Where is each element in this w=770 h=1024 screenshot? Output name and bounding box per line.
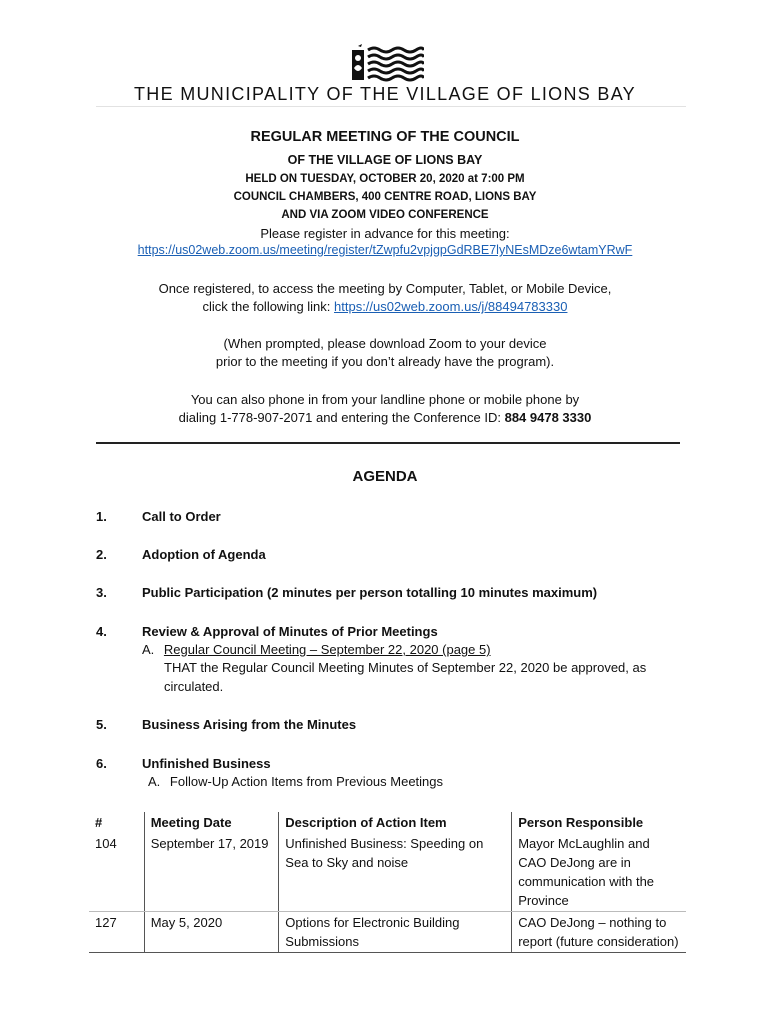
agenda-item-number: 5. <box>96 717 107 732</box>
access-line-2-prefix: click the following link: <box>202 299 335 314</box>
meeting-subtitle: OF THE VILLAGE OF LIONS BAY <box>287 153 483 167</box>
sub-item-letter: A. <box>142 642 155 657</box>
letterhead-rule <box>96 106 686 107</box>
meeting-link[interactable]: https://us02web.zoom.us/j/88494783330 <box>334 299 568 314</box>
municipality-name: THE MUNICIPALITY OF THE VILLAGE OF LIONS BAY <box>134 84 636 104</box>
meeting-date: HELD ON TUESDAY, OCTOBER 20, 2020 at 7:00 PM <box>245 173 525 185</box>
follow-up-sub-item <box>148 774 443 789</box>
agenda-item-text: Business Arising from the Minutes <box>142 717 357 732</box>
phone-line-2 <box>0 410 770 425</box>
section-divider <box>96 442 680 444</box>
agenda-item-text: Unfinished Business <box>142 756 271 771</box>
column-header: # <box>95 815 103 830</box>
access-line-2 <box>0 299 770 314</box>
sub-item-letter: A. <box>148 774 161 789</box>
motion-line-1: THAT the Regular Council Meeting Minutes of September 22, 2020 be approved, as <box>164 660 647 675</box>
action-number: 104 <box>89 833 144 912</box>
agenda-item-number: 6. <box>96 756 107 771</box>
prompt-line-1: (When prompted, please download Zoom to your device <box>223 336 547 351</box>
phone-line-1: You can also phone in from your landline phone or mobile phone by <box>190 392 580 407</box>
action-description: Options for Electronic Building Submissions <box>279 912 512 953</box>
agenda-item-number: 4. <box>96 624 107 639</box>
meeting-via: AND VIA ZOOM VIDEO CONFERENCE <box>281 209 489 221</box>
meeting-location: COUNCIL CHAMBERS, 400 CENTRE ROAD, LIONS BAY <box>233 191 537 203</box>
agenda-item-number: 1. <box>96 509 107 524</box>
sub-item-text: Follow-Up Action Items from Previous Meetings <box>169 774 444 789</box>
register-text: Please register in advance for this meeting: <box>260 226 510 241</box>
conference-id: 884 9478 3330 <box>504 410 592 425</box>
minutes-link[interactable]: Regular Council Meeting – September 22, 2020 (page 5) <box>163 642 491 657</box>
action-person: CAO DeJong – nothing to report (future consideration) <box>512 912 686 953</box>
register-link[interactable]: https://us02web.zoom.us/meeting/register/tZwpfu2vpjgpGdRBE7lyNEsMDze6wtamYRwF <box>137 243 633 257</box>
agenda-item-text: Adoption of Agenda <box>142 547 266 562</box>
meeting-title: REGULAR MEETING OF THE COUNCIL <box>250 129 520 145</box>
table-row <box>89 912 686 953</box>
action-number: 127 <box>89 912 144 953</box>
lions-bay-logo-icon <box>352 44 424 84</box>
table-header-row <box>89 812 686 833</box>
agenda-item-text: Public Participation (2 minutes per person totalling 10 minutes maximum) <box>142 585 598 600</box>
prompt-line-2: prior to the meeting if you don’t already have the program). <box>215 354 555 369</box>
agenda-item-text: Review & Approval of Minutes of Prior Meetings <box>142 624 438 639</box>
agenda-title: AGENDA <box>352 468 418 485</box>
motion-line-2: circulated. <box>164 679 224 694</box>
agenda-item-number: 3. <box>96 585 107 600</box>
agenda-item-number: 2. <box>96 547 107 562</box>
action-person: Mayor McLaughlin and CAO DeJong are in communication with the Province <box>512 833 686 912</box>
minutes-sub-item <box>142 642 491 657</box>
action-items-table <box>89 812 686 953</box>
action-meeting-date: September 17, 2019 <box>144 833 279 912</box>
action-meeting-date: May 5, 2020 <box>144 912 279 953</box>
phone-line-2-prefix: dialing 1-778-907-2071 and entering the Conference ID: <box>178 410 505 425</box>
table-row <box>89 833 686 912</box>
column-header: Meeting Date <box>144 812 279 833</box>
action-description: Unfinished Business: Speeding on Sea to Sky and noise <box>279 833 512 912</box>
column-header: Description of Action Item <box>279 812 512 833</box>
column-header: Person Responsible <box>512 812 686 833</box>
access-line-1: Once registered, to access the meeting by Computer, Tablet, or Mobile Device, <box>158 281 612 296</box>
agenda-item-text: Call to Order <box>142 509 221 524</box>
